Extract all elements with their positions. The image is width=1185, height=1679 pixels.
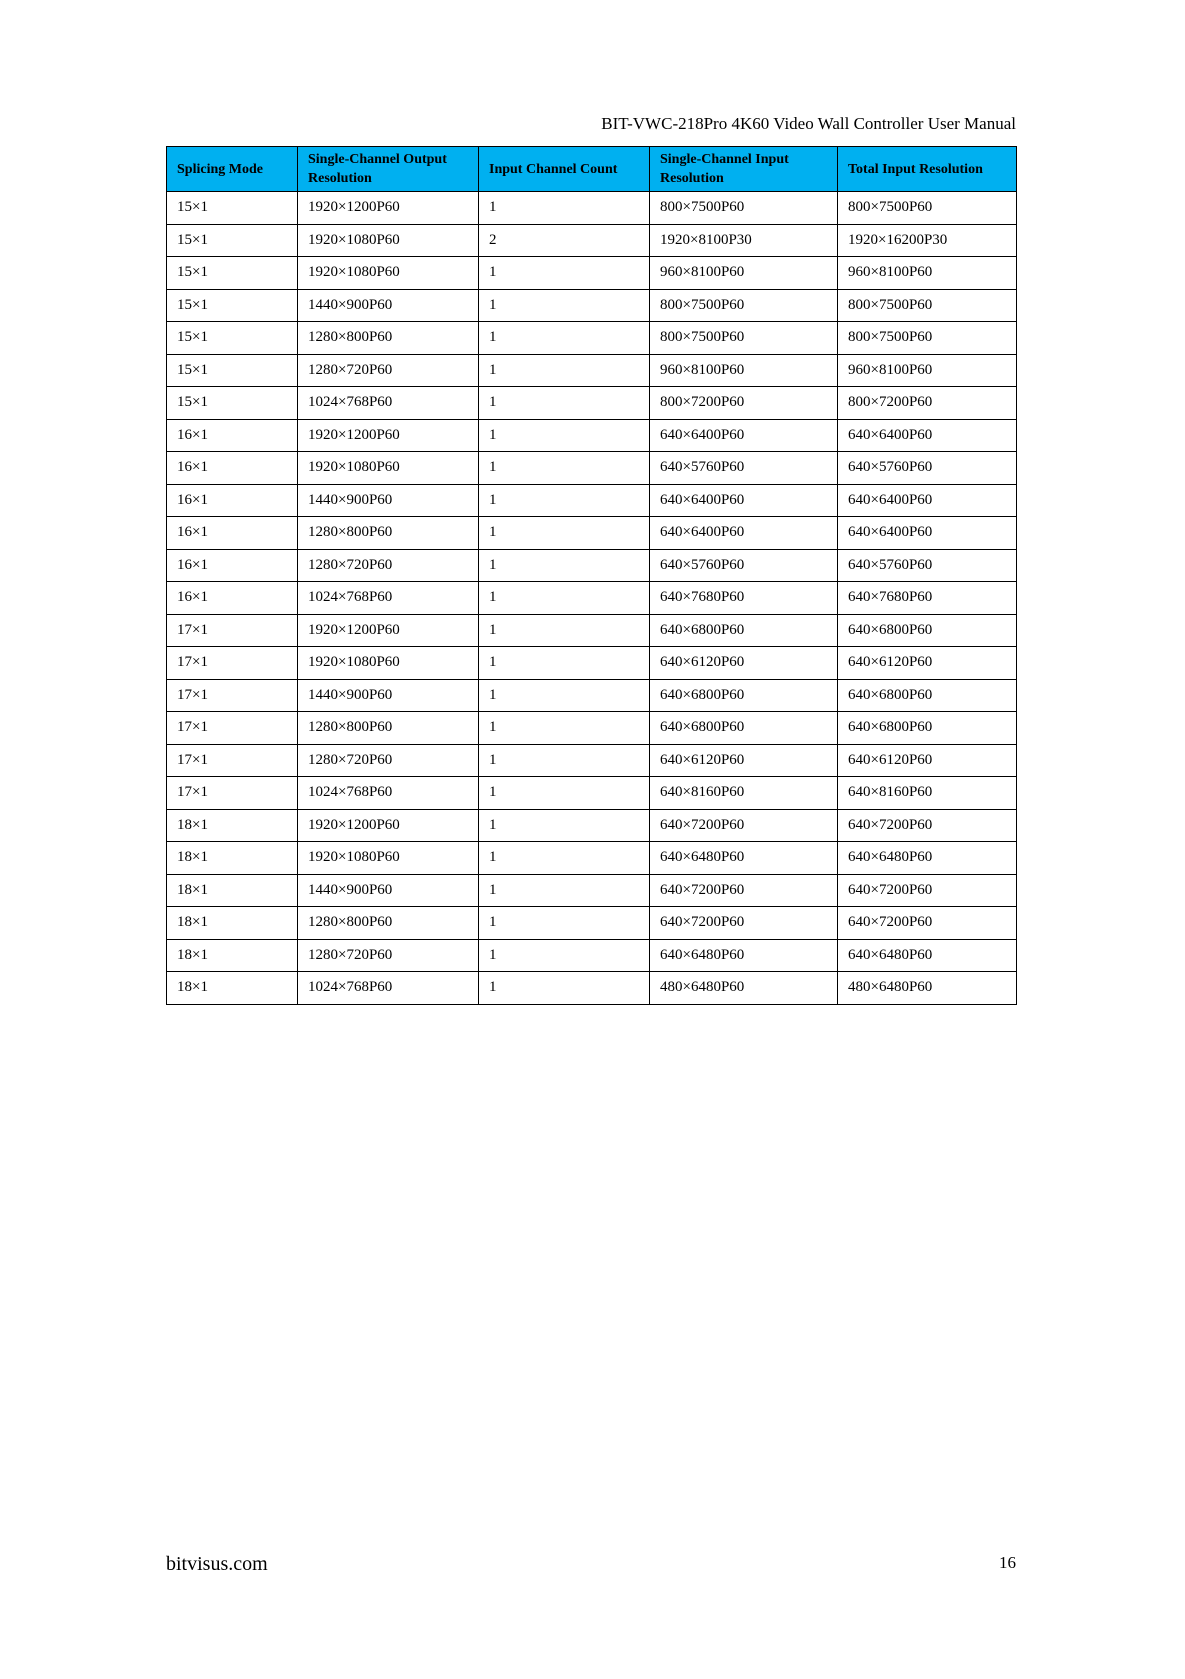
table-row [167,452,1017,485]
cell-input-resolution: 640×7200P60 [650,874,838,907]
cell-output-resolution: 1920×1080P60 [298,647,479,680]
cell-input-channel-count: 1 [479,679,650,712]
table-row [167,289,1017,322]
cell-output-resolution: 1280×800P60 [298,712,479,745]
cell-input-resolution: 640×5760P60 [650,452,838,485]
table-row [167,614,1017,647]
cell-input-channel-count: 1 [479,257,650,290]
column-header-input-channel-count: Input Channel Count [479,147,650,192]
cell-splicing-mode: 18×1 [167,842,298,875]
cell-output-resolution: 1280×720P60 [298,939,479,972]
table-row [167,777,1017,810]
cell-input-channel-count: 1 [479,192,650,225]
column-header-total-input-resolution: Total Input Resolution [838,147,1017,192]
cell-total-input-resolution: 640×6400P60 [838,517,1017,550]
cell-output-resolution: 1024×768P60 [298,777,479,810]
cell-input-resolution: 640×6400P60 [650,484,838,517]
table-row [167,712,1017,745]
cell-output-resolution: 1920×1080P60 [298,842,479,875]
cell-splicing-mode: 15×1 [167,354,298,387]
cell-input-resolution: 1920×8100P30 [650,224,838,257]
cell-output-resolution: 1280×800P60 [298,322,479,355]
table-row [167,322,1017,355]
cell-total-input-resolution: 640×6800P60 [838,679,1017,712]
table-row [167,907,1017,940]
cell-splicing-mode: 16×1 [167,452,298,485]
cell-input-channel-count: 1 [479,322,650,355]
cell-splicing-mode: 18×1 [167,809,298,842]
cell-total-input-resolution: 640×7200P60 [838,874,1017,907]
cell-input-channel-count: 1 [479,712,650,745]
cell-total-input-resolution: 640×7200P60 [838,809,1017,842]
cell-input-resolution: 480×6480P60 [650,972,838,1005]
table-header-row [167,147,1017,192]
table-row [167,419,1017,452]
document-header-title: BIT-VWC-218Pro 4K60 Video Wall Controller User Manual [601,114,1016,133]
cell-splicing-mode: 18×1 [167,939,298,972]
cell-splicing-mode: 15×1 [167,322,298,355]
cell-splicing-mode: 16×1 [167,484,298,517]
table-row [167,744,1017,777]
cell-input-channel-count: 1 [479,647,650,680]
cell-splicing-mode: 15×1 [167,289,298,322]
cell-output-resolution: 1024×768P60 [298,972,479,1005]
cell-total-input-resolution: 640×8160P60 [838,777,1017,810]
cell-input-resolution: 640×6480P60 [650,842,838,875]
cell-output-resolution: 1280×720P60 [298,354,479,387]
table-row [167,354,1017,387]
cell-splicing-mode: 16×1 [167,419,298,452]
cell-total-input-resolution: 640×7200P60 [838,907,1017,940]
cell-total-input-resolution: 640×6400P60 [838,419,1017,452]
cell-splicing-mode: 16×1 [167,517,298,550]
cell-input-resolution: 640×7200P60 [650,809,838,842]
cell-splicing-mode: 18×1 [167,907,298,940]
cell-input-channel-count: 1 [479,549,650,582]
cell-output-resolution: 1280×800P60 [298,907,479,940]
table-row [167,972,1017,1005]
cell-output-resolution: 1920×1200P60 [298,192,479,225]
cell-output-resolution: 1024×768P60 [298,387,479,420]
cell-splicing-mode: 18×1 [167,874,298,907]
cell-total-input-resolution: 640×6480P60 [838,842,1017,875]
column-header-output-resolution: Single-Channel Output Resolution [298,147,479,192]
cell-splicing-mode: 17×1 [167,744,298,777]
table-row [167,224,1017,257]
table-row [167,842,1017,875]
cell-output-resolution: 1920×1080P60 [298,257,479,290]
cell-total-input-resolution: 640×6120P60 [838,744,1017,777]
cell-input-channel-count: 1 [479,354,650,387]
cell-input-resolution: 640×5760P60 [650,549,838,582]
cell-total-input-resolution: 800×7500P60 [838,322,1017,355]
cell-input-resolution: 640×6800P60 [650,712,838,745]
cell-total-input-resolution: 640×6800P60 [838,614,1017,647]
splicing-mode-table [166,146,1017,1005]
cell-input-channel-count: 1 [479,452,650,485]
cell-input-channel-count: 1 [479,842,650,875]
column-header-splicing-mode: Splicing Mode [167,147,298,192]
footer-website: bitvisus.com [166,1553,268,1575]
cell-output-resolution: 1440×900P60 [298,874,479,907]
column-header-input-resolution: Single-Channel Input Resolution [650,147,838,192]
table-row [167,809,1017,842]
cell-total-input-resolution: 640×7680P60 [838,582,1017,615]
cell-input-resolution: 640×6120P60 [650,744,838,777]
cell-input-resolution: 800×7500P60 [650,192,838,225]
table-row [167,874,1017,907]
cell-total-input-resolution: 640×5760P60 [838,549,1017,582]
cell-input-resolution: 640×6400P60 [650,419,838,452]
cell-input-resolution: 640×6400P60 [650,517,838,550]
cell-output-resolution: 1920×1080P60 [298,224,479,257]
cell-splicing-mode: 15×1 [167,387,298,420]
cell-input-channel-count: 1 [479,972,650,1005]
cell-output-resolution: 1280×720P60 [298,744,479,777]
cell-splicing-mode: 15×1 [167,192,298,225]
cell-input-resolution: 960×8100P60 [650,354,838,387]
table-row [167,484,1017,517]
cell-output-resolution: 1440×900P60 [298,679,479,712]
cell-total-input-resolution: 960×8100P60 [838,257,1017,290]
cell-input-resolution: 640×7680P60 [650,582,838,615]
table-row [167,192,1017,225]
cell-splicing-mode: 15×1 [167,257,298,290]
cell-input-channel-count: 1 [479,289,650,322]
table-row [167,549,1017,582]
cell-output-resolution: 1280×720P60 [298,549,479,582]
cell-total-input-resolution: 480×6480P60 [838,972,1017,1005]
cell-splicing-mode: 17×1 [167,679,298,712]
cell-splicing-mode: 17×1 [167,647,298,680]
cell-total-input-resolution: 1920×16200P30 [838,224,1017,257]
page-number: 16 [999,1553,1016,1572]
cell-input-channel-count: 2 [479,224,650,257]
cell-input-channel-count: 1 [479,484,650,517]
cell-input-channel-count: 1 [479,517,650,550]
cell-input-channel-count: 1 [479,907,650,940]
cell-total-input-resolution: 800×7500P60 [838,192,1017,225]
cell-total-input-resolution: 640×6480P60 [838,939,1017,972]
cell-splicing-mode: 18×1 [167,972,298,1005]
cell-total-input-resolution: 640×6120P60 [838,647,1017,680]
cell-total-input-resolution: 800×7200P60 [838,387,1017,420]
cell-input-resolution: 640×6120P60 [650,647,838,680]
cell-output-resolution: 1024×768P60 [298,582,479,615]
cell-splicing-mode: 15×1 [167,224,298,257]
cell-output-resolution: 1920×1200P60 [298,809,479,842]
cell-input-channel-count: 1 [479,939,650,972]
cell-total-input-resolution: 640×5760P60 [838,452,1017,485]
cell-splicing-mode: 16×1 [167,582,298,615]
cell-input-resolution: 800×7500P60 [650,322,838,355]
cell-output-resolution: 1920×1080P60 [298,452,479,485]
cell-splicing-mode: 17×1 [167,712,298,745]
table-row [167,387,1017,420]
cell-input-channel-count: 1 [479,614,650,647]
cell-splicing-mode: 16×1 [167,549,298,582]
cell-output-resolution: 1920×1200P60 [298,614,479,647]
table-row [167,582,1017,615]
table-row [167,517,1017,550]
cell-input-channel-count: 1 [479,874,650,907]
table-row [167,679,1017,712]
cell-total-input-resolution: 800×7500P60 [838,289,1017,322]
cell-total-input-resolution: 640×6400P60 [838,484,1017,517]
cell-input-resolution: 640×7200P60 [650,907,838,940]
table-row [167,939,1017,972]
cell-input-channel-count: 1 [479,809,650,842]
cell-input-channel-count: 1 [479,582,650,615]
cell-input-resolution: 640×6800P60 [650,614,838,647]
cell-input-resolution: 800×7200P60 [650,387,838,420]
cell-output-resolution: 1440×900P60 [298,289,479,322]
cell-input-resolution: 640×6480P60 [650,939,838,972]
table-row [167,647,1017,680]
cell-input-resolution: 640×8160P60 [650,777,838,810]
cell-splicing-mode: 17×1 [167,777,298,810]
cell-output-resolution: 1920×1200P60 [298,419,479,452]
table-body [167,192,1017,1005]
cell-output-resolution: 1440×900P60 [298,484,479,517]
cell-splicing-mode: 17×1 [167,614,298,647]
cell-input-channel-count: 1 [479,744,650,777]
cell-total-input-resolution: 640×6800P60 [838,712,1017,745]
cell-total-input-resolution: 960×8100P60 [838,354,1017,387]
cell-input-channel-count: 1 [479,387,650,420]
cell-input-channel-count: 1 [479,777,650,810]
cell-output-resolution: 1280×800P60 [298,517,479,550]
cell-input-resolution: 640×6800P60 [650,679,838,712]
table-row [167,257,1017,290]
cell-input-channel-count: 1 [479,419,650,452]
cell-input-resolution: 960×8100P60 [650,257,838,290]
cell-input-resolution: 800×7500P60 [650,289,838,322]
